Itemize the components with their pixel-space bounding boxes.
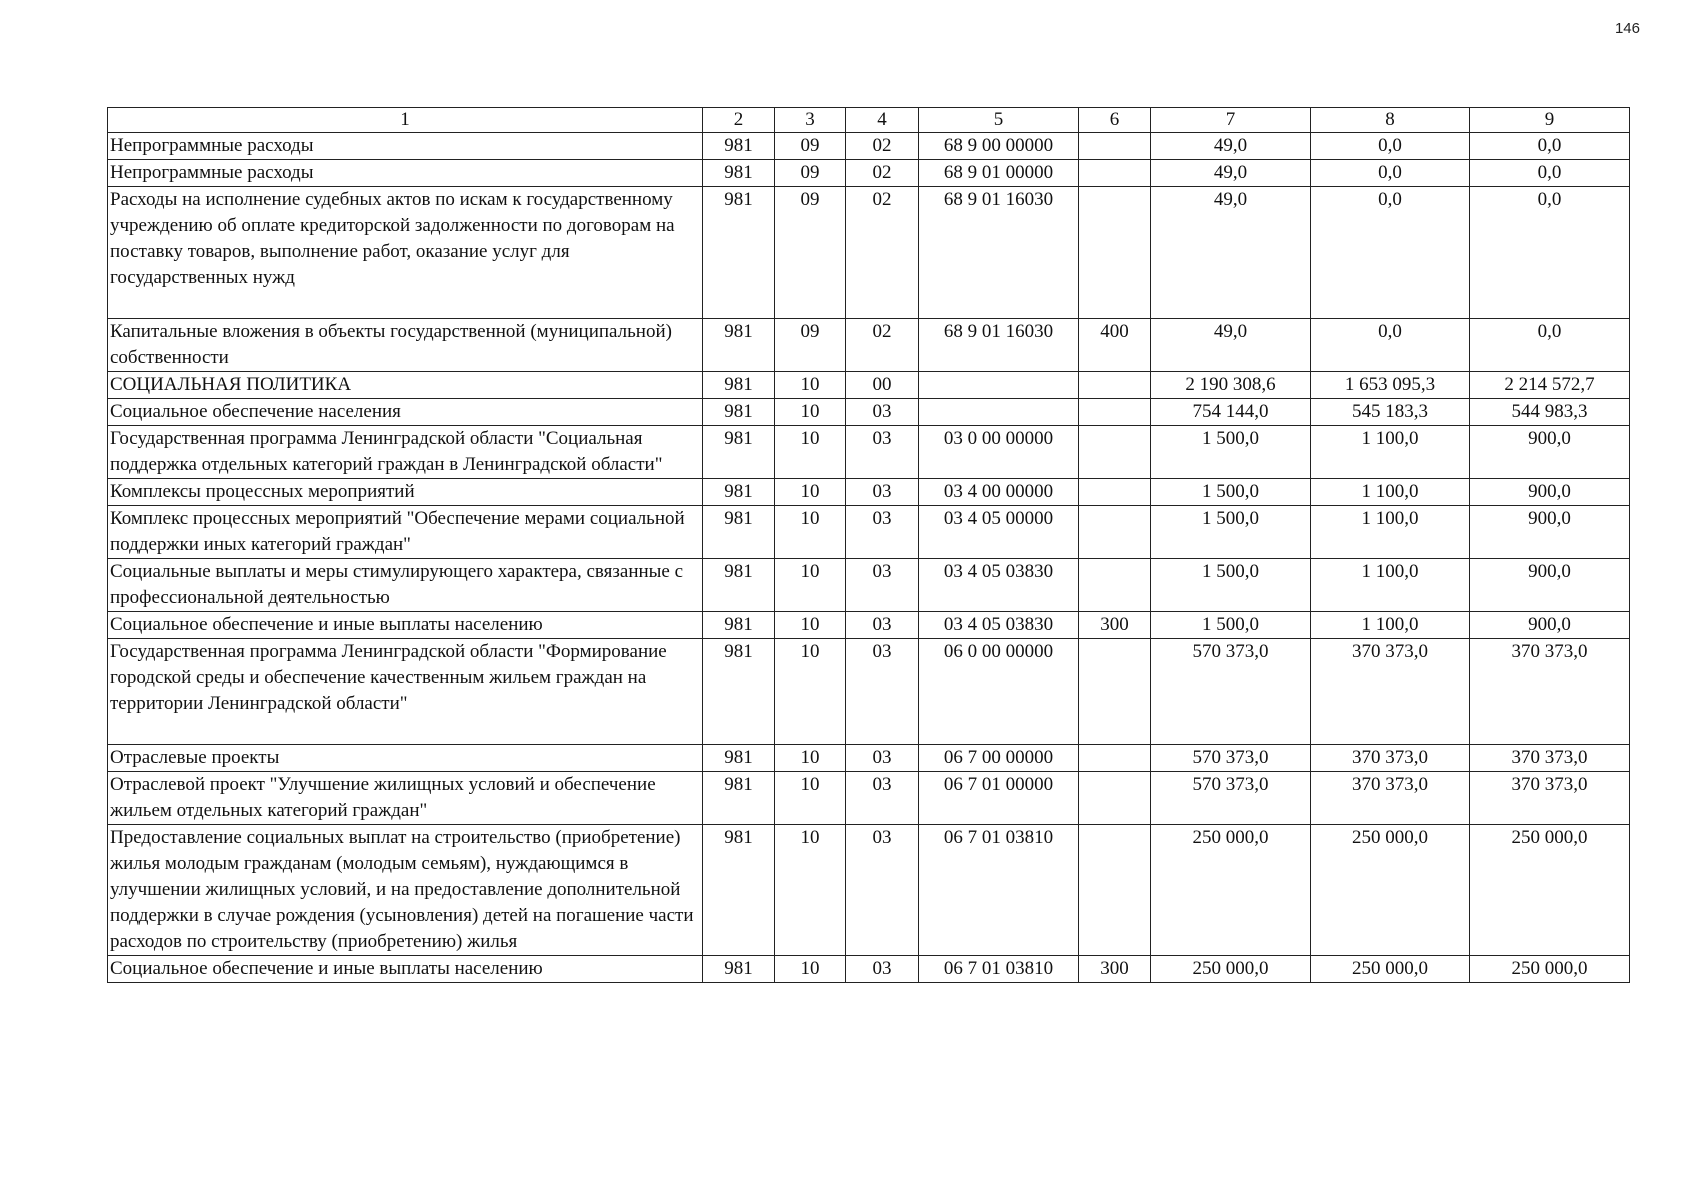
row-amount-col8: 250 000,0 [1311,956,1470,983]
table-row [108,772,1630,825]
row-amount-col8: 0,0 [1311,187,1470,319]
row-expense-type [1079,772,1151,825]
header-cell: 4 [846,108,919,133]
row-grbs-code: 981 [703,506,775,559]
row-section-code: 10 [775,639,846,745]
row-amount-col7: 250 000,0 [1151,825,1311,956]
row-amount-col7: 2 190 308,6 [1151,372,1311,399]
table-row [108,133,1630,160]
row-amount-col9: 0,0 [1470,319,1630,372]
header-cell: 6 [1079,108,1151,133]
row-amount-col7: 570 373,0 [1151,772,1311,825]
row-amount-col8: 1 100,0 [1311,559,1470,612]
row-description: Капитальные вложения в объекты государственной (муниципальной) собственности [108,319,703,372]
row-grbs-code: 981 [703,745,775,772]
table-body [108,108,1630,983]
row-amount-col8: 370 373,0 [1311,745,1470,772]
row-amount-col9: 2 214 572,7 [1470,372,1630,399]
row-expense-type [1079,745,1151,772]
row-amount-col8: 370 373,0 [1311,639,1470,745]
table-row [108,319,1630,372]
row-section-code: 10 [775,559,846,612]
row-target-article: 03 0 00 00000 [919,426,1079,479]
row-description: Государственная программа Ленинградской области "Социальная поддержка отдельных категорий граждан в Ленинградской области" [108,426,703,479]
row-description: Непрограммные расходы [108,160,703,187]
row-expense-type [1079,479,1151,506]
row-amount-col8: 1 653 095,3 [1311,372,1470,399]
row-grbs-code: 981 [703,319,775,372]
row-subsection-code: 03 [846,772,919,825]
row-description: Социальные выплаты и меры стимулирующего характера, связанные с профессиональной деятельностью [108,559,703,612]
row-expense-type [1079,160,1151,187]
row-description: Отраслевые проекты [108,745,703,772]
row-expense-type [1079,133,1151,160]
row-target-article: 06 7 01 00000 [919,772,1079,825]
row-target-article: 68 9 01 00000 [919,160,1079,187]
row-section-code: 09 [775,133,846,160]
row-target-article: 06 7 00 00000 [919,745,1079,772]
page-number: 146 [1614,20,1640,37]
row-amount-col8: 1 100,0 [1311,506,1470,559]
row-expense-type [1079,372,1151,399]
row-subsection-code: 03 [846,956,919,983]
table-row [108,372,1630,399]
row-amount-col9: 370 373,0 [1470,745,1630,772]
table-row [108,426,1630,479]
row-description: Расходы на исполнение судебных актов по искам к государственному учреждению об оплате кредиторской задолженности по договорам на поставку товаров, выполнение работ, оказание услуг для государственных нужд [108,187,703,319]
table-row [108,745,1630,772]
row-target-article: 03 4 05 03830 [919,612,1079,639]
row-grbs-code: 981 [703,372,775,399]
row-expense-type [1079,426,1151,479]
row-amount-col7: 1 500,0 [1151,559,1311,612]
row-subsection-code: 03 [846,559,919,612]
row-section-code: 10 [775,506,846,559]
row-section-code: 10 [775,612,846,639]
row-section-code: 10 [775,956,846,983]
header-cell: 9 [1470,108,1630,133]
table-row [108,825,1630,956]
table-row [108,639,1630,745]
row-amount-col7: 49,0 [1151,160,1311,187]
row-target-article: 06 0 00 00000 [919,639,1079,745]
row-description: Отраслевой проект "Улучшение жилищных условий и обеспечение жильем отдельных категорий граждан" [108,772,703,825]
row-amount-col8: 0,0 [1311,319,1470,372]
row-target-article [919,372,1079,399]
row-expense-type: 300 [1079,956,1151,983]
table-row [108,956,1630,983]
row-grbs-code: 981 [703,479,775,506]
row-amount-col9: 544 983,3 [1470,399,1630,426]
row-amount-col8: 250 000,0 [1311,825,1470,956]
row-description: Предоставление социальных выплат на строительство (приобретение) жилья молодым гражданам (молодым семьям), нуждающимся в улучшении жилищных условий, и на предоставление дополнительной поддержки в случае рождения (усыновления) детей на погашение части расходов по строительству (приобретению) жилья [108,825,703,956]
row-section-code: 10 [775,772,846,825]
row-section-code: 09 [775,187,846,319]
row-description: Комплексы процессных мероприятий [108,479,703,506]
row-description: СОЦИАЛЬНАЯ ПОЛИТИКА [108,372,703,399]
row-amount-col8: 1 100,0 [1311,479,1470,506]
row-amount-col7: 570 373,0 [1151,639,1311,745]
header-cell: 3 [775,108,846,133]
row-grbs-code: 981 [703,612,775,639]
row-subsection-code: 02 [846,133,919,160]
row-subsection-code: 03 [846,506,919,559]
row-description: Социальное обеспечение и иные выплаты населению [108,956,703,983]
row-expense-type [1079,559,1151,612]
row-amount-col9: 0,0 [1470,133,1630,160]
row-target-article: 03 4 05 03830 [919,559,1079,612]
row-amount-col8: 370 373,0 [1311,772,1470,825]
row-description: Государственная программа Ленинградской области "Формирование городской среды и обеспечение качественным жильем граждан на территории Ленинградской области" [108,639,703,745]
row-amount-col9: 900,0 [1470,479,1630,506]
row-amount-col7: 754 144,0 [1151,399,1311,426]
row-section-code: 10 [775,399,846,426]
row-section-code: 10 [775,479,846,506]
row-section-code: 10 [775,825,846,956]
row-amount-col7: 250 000,0 [1151,956,1311,983]
row-target-article: 68 9 01 16030 [919,319,1079,372]
row-section-code: 10 [775,426,846,479]
header-cell: 1 [108,108,703,133]
row-amount-col7: 1 500,0 [1151,506,1311,559]
row-amount-col7: 570 373,0 [1151,745,1311,772]
table-row [108,160,1630,187]
table-row [108,399,1630,426]
row-expense-type [1079,187,1151,319]
row-target-article: 03 4 00 00000 [919,479,1079,506]
budget-table [107,107,1630,983]
row-description: Социальное обеспечение населения [108,399,703,426]
row-grbs-code: 981 [703,772,775,825]
table-row [108,612,1630,639]
row-description: Комплекс процессных мероприятий "Обеспечение мерами социальной поддержки иных категорий граждан" [108,506,703,559]
table-row [108,479,1630,506]
row-target-article: 68 9 00 00000 [919,133,1079,160]
row-amount-col9: 900,0 [1470,559,1630,612]
row-grbs-code: 981 [703,160,775,187]
row-grbs-code: 981 [703,187,775,319]
header-cell: 8 [1311,108,1470,133]
row-amount-col9: 250 000,0 [1470,825,1630,956]
row-amount-col9: 0,0 [1470,160,1630,187]
row-subsection-code: 02 [846,160,919,187]
row-amount-col8: 1 100,0 [1311,612,1470,639]
row-subsection-code: 03 [846,639,919,745]
header-row [108,108,1630,133]
row-section-code: 10 [775,745,846,772]
row-expense-type [1079,825,1151,956]
row-section-code: 09 [775,160,846,187]
row-description: Социальное обеспечение и иные выплаты населению [108,612,703,639]
row-section-code: 10 [775,372,846,399]
row-grbs-code: 981 [703,825,775,956]
row-target-article: 06 7 01 03810 [919,956,1079,983]
row-subsection-code: 00 [846,372,919,399]
row-amount-col9: 900,0 [1470,426,1630,479]
row-amount-col9: 900,0 [1470,612,1630,639]
row-target-article [919,399,1079,426]
row-amount-col9: 370 373,0 [1470,639,1630,745]
row-grbs-code: 981 [703,399,775,426]
row-expense-type [1079,506,1151,559]
table-row [108,559,1630,612]
row-subsection-code: 03 [846,479,919,506]
row-amount-col7: 1 500,0 [1151,426,1311,479]
row-subsection-code: 02 [846,319,919,372]
row-subsection-code: 03 [846,745,919,772]
row-target-article: 06 7 01 03810 [919,825,1079,956]
row-amount-col8: 1 100,0 [1311,426,1470,479]
row-amount-col9: 0,0 [1470,187,1630,319]
row-grbs-code: 981 [703,133,775,160]
row-grbs-code: 981 [703,559,775,612]
row-target-article: 68 9 01 16030 [919,187,1079,319]
row-section-code: 09 [775,319,846,372]
row-subsection-code: 03 [846,825,919,956]
row-amount-col9: 250 000,0 [1470,956,1630,983]
row-amount-col7: 49,0 [1151,133,1311,160]
row-target-article: 03 4 05 00000 [919,506,1079,559]
row-amount-col7: 1 500,0 [1151,479,1311,506]
row-expense-type: 300 [1079,612,1151,639]
table-row [108,187,1630,319]
row-amount-col7: 1 500,0 [1151,612,1311,639]
table-row [108,506,1630,559]
row-amount-col7: 49,0 [1151,319,1311,372]
row-amount-col8: 0,0 [1311,160,1470,187]
header-cell: 5 [919,108,1079,133]
row-description: Непрограммные расходы [108,133,703,160]
row-expense-type [1079,639,1151,745]
row-grbs-code: 981 [703,639,775,745]
row-amount-col7: 49,0 [1151,187,1311,319]
row-amount-col9: 900,0 [1470,506,1630,559]
header-cell: 7 [1151,108,1311,133]
row-grbs-code: 981 [703,956,775,983]
row-subsection-code: 03 [846,426,919,479]
row-amount-col8: 545 183,3 [1311,399,1470,426]
row-expense-type: 400 [1079,319,1151,372]
row-amount-col8: 0,0 [1311,133,1470,160]
row-subsection-code: 02 [846,187,919,319]
row-amount-col9: 370 373,0 [1470,772,1630,825]
row-grbs-code: 981 [703,426,775,479]
row-subsection-code: 03 [846,399,919,426]
row-subsection-code: 03 [846,612,919,639]
row-expense-type [1079,399,1151,426]
header-cell: 2 [703,108,775,133]
